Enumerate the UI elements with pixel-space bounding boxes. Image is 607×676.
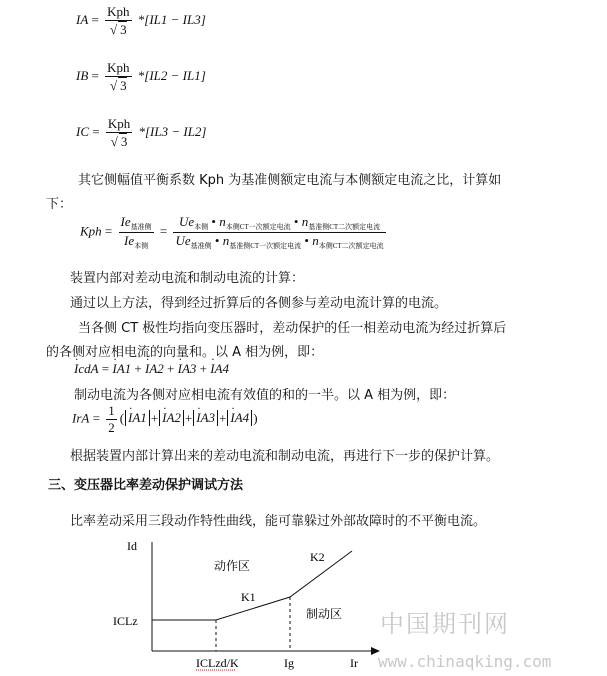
formula-ib-fraction	[105, 60, 131, 94]
watermark-title: 中国期刊网	[380, 610, 510, 638]
formula-icda: · IcdA = · IA1 + · IA2 + · IA3 + · IA4	[74, 361, 229, 377]
formula-ira-abs-2: · IA2	[159, 410, 184, 426]
formula-ib-den: √ 3	[110, 78, 127, 93]
formula-ic: IC = $\frac{\text{Kph}}{√ 3}$ *[IL3 − IL2]	[76, 116, 207, 149]
formula-ia-den-radicand: 3	[120, 22, 127, 37]
formula-ira: IrA = $\frac{1}{2}$ (· IA1 +· IA2 +· IA3 +· IA4 )	[72, 403, 258, 436]
formula-kph-lhs: Kph	[80, 223, 102, 239]
formula-ira-half-den: 2	[108, 420, 115, 435]
paragraph-conversion: 通过以上方法，得到经过折算后的各侧参与差动电流计算的电流。	[70, 296, 448, 311]
section-heading: 三、变压器比率差动保护调试方法	[48, 478, 244, 493]
x-tick-ig: Ig	[284, 656, 294, 670]
formula-kph: Kph = $\frac{Ie_{基准侧}}{Ie_{本侧}}$ = $\frac{Ue_{本侧} • n_{本侧CT一次额定电流} • n_{基准侧CT二次额定电流}}{Ue_{基准侧} • n_{基准侧CT一次额定电流} • n_{本侧CT二次额定电流}}$	[80, 214, 384, 250]
k2-label: K2	[310, 550, 325, 564]
formula-kph-ue-num: $Ue_{本侧}$ • $n_{本侧CT一次额定电流}$ • $n_{基准侧CT二次额定电流}$	[173, 214, 385, 233]
formula-ia-den: √ 3	[110, 22, 127, 37]
iclz-label: ICLz	[113, 614, 138, 628]
region-operate-label: 动作区	[214, 559, 251, 573]
formula-kph-ie-fraction	[119, 214, 154, 251]
k1-label: K1	[241, 590, 256, 604]
paragraph-kph-intro-line2: 下：	[46, 197, 73, 212]
x-axis-label: Ir	[350, 656, 358, 670]
formula-ia: IA = $\frac{\text{Kph}}{√ 3}$ *[IL1 − IL3]	[76, 4, 206, 37]
formula-ic-fraction	[106, 116, 132, 150]
paragraph-next-step: 根据装置内部计算出来的差动电流和制动电流，再进行下一步的保护计算。	[70, 449, 500, 464]
paragraph-restraint-current: 制动电流为各侧对应相电流有效值的和的一半。以 A 相为例，即：	[74, 388, 456, 403]
formula-ira-abs-3: · IA3	[193, 410, 218, 426]
formula-ira-half-num: 1	[108, 403, 115, 418]
formula-icda-term-4: · IA4	[210, 361, 229, 377]
paragraph-kph-intro-line1: 其它侧幅值平衡系数 Kph 为基准侧额定电流与本侧额定电流之比，计算如	[78, 173, 502, 188]
paragraph-calc-intro: 装置内部对差动电流和制动电流的计算：	[70, 271, 305, 286]
formula-ira-half	[106, 403, 117, 436]
watermark-url: www.chinaqking.com	[378, 652, 552, 671]
formula-kph-ie-num: $Ie_{基准侧}$	[120, 214, 152, 231]
formula-ia-fraction	[105, 4, 131, 38]
formula-ira-lhs: IrA	[72, 410, 90, 426]
formula-ib-lhs: IB	[76, 67, 89, 83]
formula-ic-num: Kph	[107, 116, 131, 131]
y-axis-label: Id	[127, 539, 137, 553]
formula-ia-lhs: IA	[76, 11, 89, 27]
formula-ib-num: Kph	[107, 60, 130, 75]
formula-ib-tail: *[IL2 − IL1]	[137, 67, 206, 83]
formula-ia-num: Kph	[107, 4, 130, 19]
formula-ic-lhs: IC	[76, 123, 89, 139]
paragraph-ct-polarity-line1: 当各侧 CT 极性均指向变压器时，差动保护的任一相差动电流为经过折算后	[78, 321, 507, 336]
region-restrain-label: 制动区	[306, 607, 343, 621]
formula-ic-den: √ 3	[110, 134, 128, 149]
paragraph-three-segment: 比率差动采用三段动作特性曲线，能可靠躲过外部故障时的不平衡电流。	[70, 514, 487, 529]
formula-ia-tail: *[IL1 − IL3]	[137, 11, 206, 27]
formula-ib: IB = $\frac{\text{Kph}}{√ 3}$ *[IL2 − IL1]	[76, 60, 206, 93]
x-tick-iclzdk: ICLzd/K	[196, 656, 239, 670]
formula-ira-abs-1: · IA1	[125, 410, 150, 426]
formula-ic-den-radicand: 3	[120, 134, 128, 149]
formula-ib-den-radicand: 3	[120, 78, 127, 93]
formula-kph-ue-fraction	[173, 214, 385, 251]
formula-ira-abs-4: · IA4	[227, 410, 252, 426]
formula-ic-tail: *[IL3 − IL2]	[138, 123, 207, 139]
formula-kph-ie-den: $Ie_{本侧}$	[124, 233, 149, 250]
formula-kph-ue-den: $Ue_{基准侧}$ • $n_{基准侧CT一次额定电流}$ • $n_{本侧CT二次额定电流}$	[175, 233, 384, 250]
formula-icda-lhs: · IcdA	[74, 361, 99, 377]
paragraph-ct-polarity-line2: 的各侧对应相电流的向量和。以 A 相为例，即：	[46, 345, 324, 360]
formula-icda-term-3: · IA3	[178, 361, 197, 377]
formula-icda-term-2: · IA2	[145, 361, 164, 377]
formula-icda-term-1: · IA1	[112, 361, 131, 377]
